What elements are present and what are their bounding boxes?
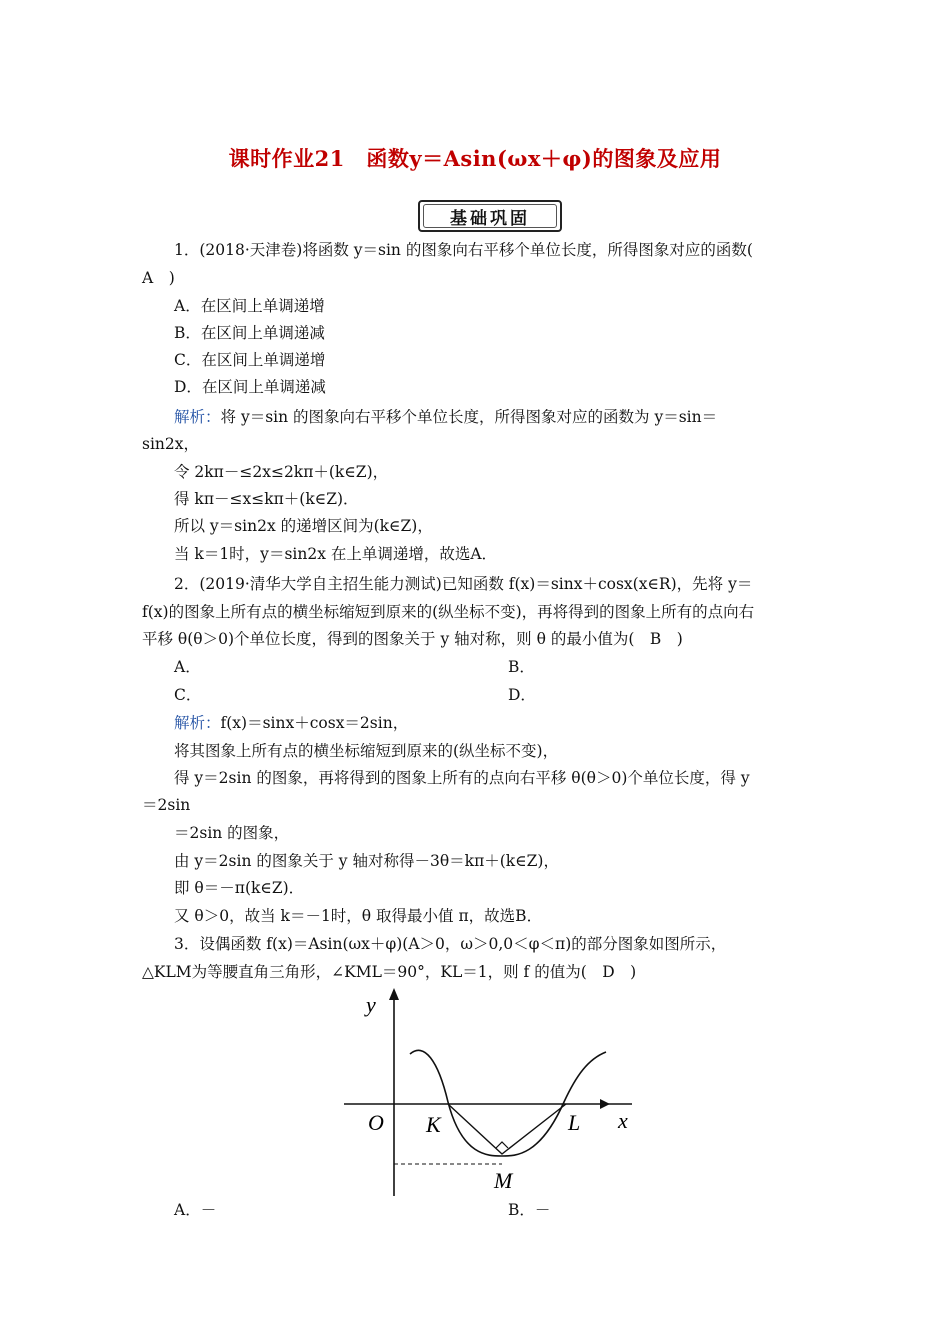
- q1-option-d: D．在区间上单调递减: [174, 378, 326, 396]
- q1-analysis-line4: 得 kπ－≤x≤kπ＋(k∈Z)．: [174, 490, 359, 508]
- q1-analysis-line3: 令 2kπ－≤2x≤2kπ＋(k∈Z)，: [174, 463, 389, 481]
- q2-analysis-line6: 由 y＝2sin 的图象关于 y 轴对称得－3θ＝kπ＋(k∈Z)，: [174, 852, 559, 870]
- q2-analysis-text1: f(x)＝sinx＋cosx＝2sin，: [220, 714, 409, 732]
- section-badge: [418, 200, 562, 232]
- q3-stem-line1: 3．设偶函数 f(x)＝Asin(ωx＋φ)(A＞0，ω＞0,0＜φ＜π)的部分图象如图所示，: [174, 935, 727, 953]
- q2-stem-line2: f(x)的图象上所有点的横坐标缩短到原来的(纵坐标不变)，再将得到的图象上所有的点向右: [142, 603, 755, 621]
- q2-option-c: C．: [174, 686, 202, 704]
- q2-analysis-line1: [174, 713, 408, 733]
- q2-option-d: D．: [508, 686, 536, 704]
- q2-analysis-line7: 即 θ＝－π(k∈Z)．: [174, 879, 305, 897]
- q2-option-a: A．: [174, 658, 201, 676]
- section-badge-label: 基础巩固: [423, 204, 557, 228]
- origin-label: O: [368, 1110, 384, 1135]
- q1-analysis-line1: [174, 407, 717, 427]
- q2-stem-line3: 平移 θ(θ＞0)个单位长度，得到的图象关于 y 轴对称，则 θ 的最小值为( B ): [142, 630, 683, 648]
- q1-analysis-line6: 当 k＝1时，y＝sin2x 在上单调递增，故选A．: [174, 545, 498, 563]
- q2-analysis-line2: 将其图象上所有点的横坐标缩短到原来的(纵坐标不变)，: [174, 742, 559, 760]
- q1-analysis-text1: 将 y＝sin 的图象向右平移个单位长度，所得图象对应的函数为 y＝sin＝: [220, 408, 718, 426]
- point-m-label: M: [494, 1168, 513, 1193]
- q1-analysis-label: 解析：: [174, 408, 221, 426]
- q2-analysis-line5: ＝2sin 的图象，: [174, 824, 290, 842]
- q1-stem-line1: 1．(2018·天津卷)将函数 y＝sin 的图象向右平移个单位长度，所得图象对应的函数(: [174, 241, 753, 259]
- q3-option-b: B．－: [508, 1201, 551, 1219]
- point-k-label: K: [426, 1112, 441, 1137]
- q1-analysis-line5: 所以 y＝sin2x 的递增区间为(k∈Z)，: [174, 517, 433, 535]
- q1-option-b: B．在区间上单调递减: [174, 324, 325, 342]
- q2-option-b: B．: [508, 658, 535, 676]
- q1-option-c: C．在区间上单调递增: [174, 351, 326, 369]
- q2-analysis-line4: ＝2sin: [142, 796, 191, 814]
- q1-stem-line2: A ): [142, 269, 175, 287]
- function-graph-figure: [344, 984, 628, 1196]
- q2-analysis-line3: 得 y＝2sin 的图象，再将得到的图象上所有的点向右平移 θ(θ＞0)个单位长度，得 y: [174, 769, 750, 787]
- q1-analysis-line2: sin2x，: [142, 435, 199, 453]
- point-l-label: L: [568, 1110, 581, 1135]
- q2-analysis-label: 解析：: [174, 714, 221, 732]
- q3-stem-line2: △KLM为等腰直角三角形，∠KML＝90°，KL＝1，则 f 的值为( D ): [142, 963, 637, 981]
- q2-stem-line1: 2．(2019·清华大学自主招生能力测试)已知函数 f(x)＝sinx＋cosx(x∈R)，先将 y＝: [174, 575, 753, 593]
- q1-option-a: A．在区间上单调递增: [174, 297, 325, 315]
- y-axis-label: y: [366, 992, 376, 1017]
- page-title: 课时作业21 函数y＝Asin(ωx＋φ)的图象及应用: [228, 146, 722, 171]
- x-axis-label: x: [618, 1108, 628, 1133]
- q3-option-a: A．－: [174, 1201, 217, 1219]
- q2-analysis-line8: 又 θ＞0，故当 k＝－1时，θ 取得最小值 π，故选B．: [174, 907, 543, 925]
